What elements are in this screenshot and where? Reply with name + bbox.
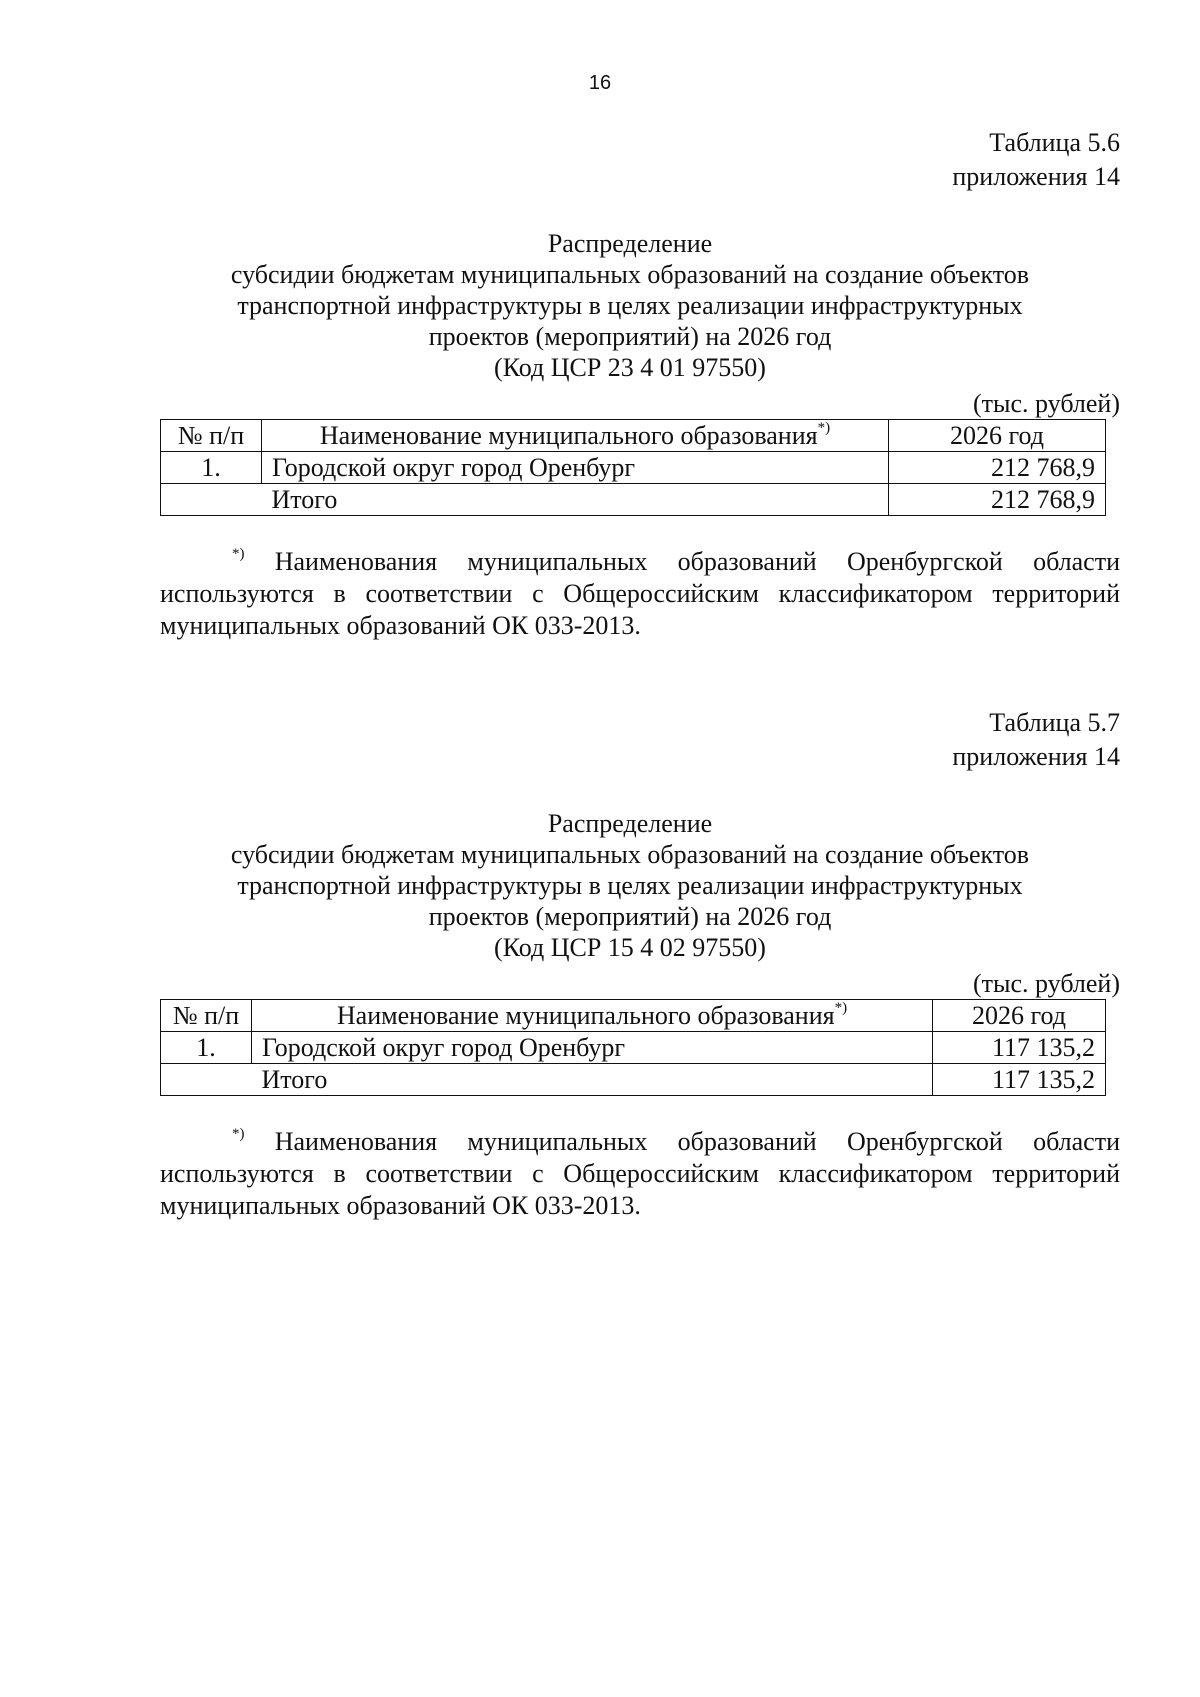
row-num: 1. — [161, 452, 262, 484]
title-line: субсидии бюджетам муниципальных образований на создание объектов — [230, 260, 1030, 289]
header-name — [262, 420, 889, 452]
table-header-row — [161, 420, 1106, 452]
row-value: 212 768,9 — [889, 452, 1106, 484]
title-line: проектов (мероприятий) на 2026 год — [428, 902, 832, 931]
footnote — [160, 546, 1120, 642]
footnote-marker: *) — [232, 1126, 245, 1142]
footnote-marker: *) — [232, 546, 245, 562]
header-name-text: Наименование муниципального образования — [336, 1001, 835, 1030]
row-num: 1. — [161, 1032, 252, 1064]
table-header-row — [161, 1000, 1106, 1032]
title-line: (Код ЦСР 15 4 02 97550) — [494, 933, 766, 962]
distribution-table — [160, 419, 1106, 516]
row-name: Городской округ город Оренбург — [252, 1032, 933, 1064]
table-section-5-6 — [160, 126, 1120, 642]
header-year-text: 2026 год — [950, 421, 1044, 450]
table-title — [120, 808, 1140, 963]
title-line: проектов (мероприятий) на 2026 год — [428, 322, 832, 351]
page-number: 16 — [588, 72, 612, 94]
header-num — [161, 420, 262, 452]
table-section-5-7 — [160, 706, 1120, 1222]
title-line: (Код ЦСР 23 4 01 97550) — [494, 353, 766, 382]
header-num — [161, 1000, 252, 1032]
units-label: (тыс. рублей) — [972, 969, 1120, 998]
row-value: 117 135,2 — [933, 1032, 1106, 1064]
appendix-label: приложения 14 — [952, 162, 1120, 191]
row-name: Городской округ город Оренбург — [262, 452, 889, 484]
title-line: Распределение — [547, 809, 713, 838]
title-line: транспортной инфраструктуры в целях реализации инфраструктурных — [237, 871, 1023, 900]
header-name — [252, 1000, 933, 1032]
header-num-text: № п/п — [172, 1001, 240, 1030]
header-name-text: Наименование муниципального образования — [319, 421, 818, 450]
total-label: Итого — [262, 484, 889, 516]
total-value: 212 768,9 — [889, 484, 1106, 516]
total-row — [161, 484, 1106, 516]
title-line: транспортной инфраструктуры в целях реализации инфраструктурных — [237, 291, 1023, 320]
header-year — [933, 1000, 1106, 1032]
total-label: Итого — [252, 1064, 933, 1096]
header-year — [889, 420, 1106, 452]
table-label: Таблица 5.7 — [989, 708, 1120, 737]
distribution-table — [160, 999, 1106, 1096]
units-label: (тыс. рублей) — [972, 389, 1120, 418]
total-value: 117 135,2 — [933, 1064, 1106, 1096]
total-empty-cell — [161, 484, 262, 516]
footnote-text: Наименования муниципальных образований Оренбургской области используются в соответствии с Общероссийским классификатором территорий муниципальных образований ОК 033-2013. — [160, 1127, 1120, 1220]
table-row — [161, 452, 1106, 484]
table-row — [161, 1032, 1106, 1064]
total-empty-cell — [161, 1064, 252, 1096]
total-row — [161, 1064, 1106, 1096]
footnote-text: Наименования муниципальных образований Оренбургской области используются в соответствии с Общероссийским классификатором территорий муниципальных образований ОК 033-2013. — [160, 547, 1120, 640]
title-line: Распределение — [547, 229, 713, 258]
table-label: Таблица 5.6 — [989, 128, 1120, 157]
footnote-marker: *) — [834, 1000, 848, 1016]
table-title — [120, 228, 1140, 383]
title-line: субсидии бюджетам муниципальных образований на создание объектов — [230, 840, 1030, 869]
footnote-marker: *) — [817, 420, 831, 436]
appendix-label: приложения 14 — [952, 742, 1120, 771]
header-num-text: № п/п — [177, 421, 245, 450]
header-year-text: 2026 год — [972, 1001, 1066, 1030]
footnote — [160, 1126, 1120, 1222]
